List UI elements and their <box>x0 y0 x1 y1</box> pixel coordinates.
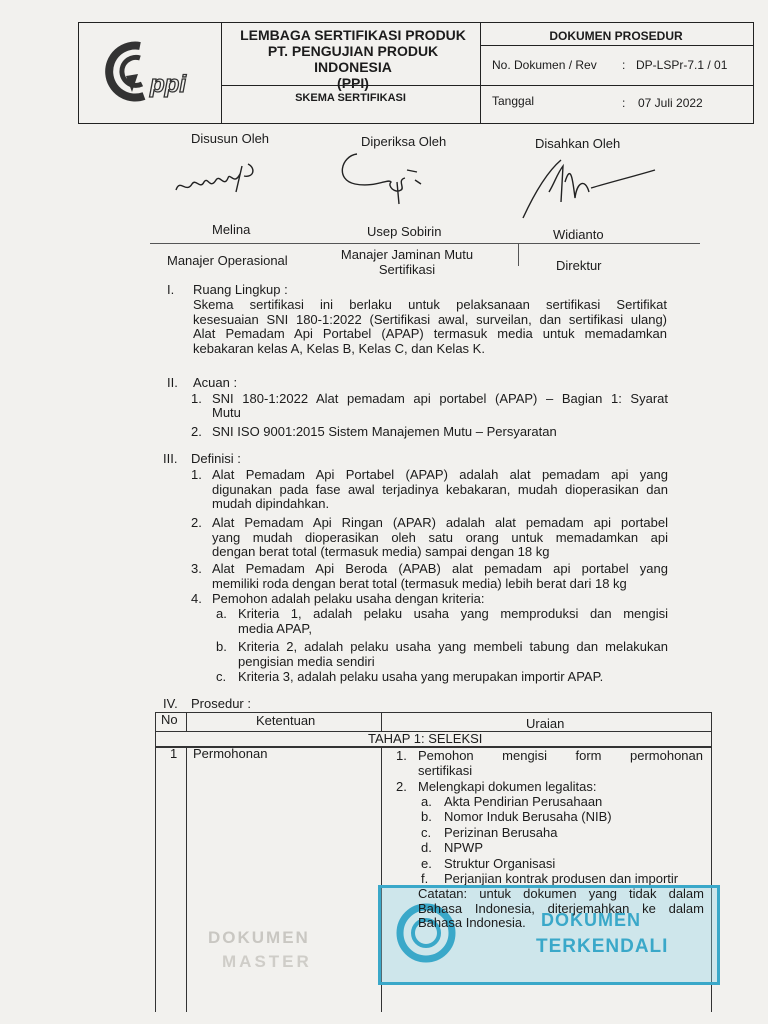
criteria-b-text <box>238 640 668 669</box>
prepared-by-position: Manajer Operasional <box>167 253 288 268</box>
def-1-text <box>212 468 668 512</box>
doc-no-label: No. Dokumen / Rev <box>492 58 597 72</box>
table-row-no: 1 <box>170 746 178 761</box>
criteria-b-line-1: Kriteria 2, adalah pelaku usaha yang membeli tabung dan melakukan <box>238 639 668 654</box>
section-1-title: Ruang Lingkup : <box>193 282 288 297</box>
doc-e-text: Struktur Organisasi <box>444 856 556 871</box>
def-2-text <box>212 516 668 560</box>
table-header-uraian: Uraian <box>526 716 565 731</box>
criteria-c-line-1: Kriteria 3, adalah pelaku usaha yang merupakan importir APAP. <box>238 669 604 684</box>
checked-by-position <box>333 247 481 277</box>
doc-a-text: Akta Pendirian Perusahaan <box>444 794 603 809</box>
criteria-c-letter: c. <box>216 669 227 684</box>
signature-widianto <box>515 152 665 227</box>
criteria-b-line-2: pengisian media sendiri <box>238 653 375 669</box>
step-1-line-1: Pemohon mengisi form permohonan <box>418 748 703 763</box>
def-3-line-1: Alat Pemadam Api Beroda (APAB) alat pemadam api portabel yang <box>212 561 668 576</box>
approved-by-position: Direktur <box>556 258 602 273</box>
criteria-a-line-2: media APAP, <box>238 620 312 636</box>
section-2-title: Acuan : <box>193 375 238 390</box>
prepared-by-label: Disusun Oleh <box>191 131 270 146</box>
logo-text: ppi <box>150 71 186 98</box>
signature-col-divider <box>518 244 519 266</box>
table-left-border <box>155 712 156 1012</box>
date-value: 07 Juli 2022 <box>638 96 703 110</box>
table-note <box>418 887 704 931</box>
doc-f-letter: f. <box>421 871 429 886</box>
ref-1-line-1: SNI 180-1:2022 Alat pemadam api portabel (APAP) – Bagian 1: Syarat <box>212 391 668 406</box>
note-line-1: Catatan: untuk dokumen yang tidak dalam <box>418 886 704 901</box>
section-1-line-4: kebakaran kelas A, Kelas B, Kelas C, dan Kelas K. <box>193 340 485 356</box>
ref-1-number: 1. <box>191 391 202 406</box>
signature-usep <box>335 150 445 210</box>
org-line-3: (PPI) <box>337 75 369 91</box>
section-1-line-2: kesesuaian SNI 180-1:2022 (Sertifikasi awal, surveilan, dan sertifikasi ulang) <box>193 311 667 327</box>
def-2-line-3: dengan berat total (termasuk media) sampai dengan 18 kg <box>212 544 550 559</box>
def-3-text <box>212 562 668 591</box>
section-3-number: III. <box>163 451 178 466</box>
note-line-2: Bahasa Indonesia, diterjemahkan ke dalam <box>418 900 704 916</box>
table-row-ketentuan: Permohonan <box>193 746 268 761</box>
ref-2-line-1: SNI ISO 9001:2015 Sistem Manajemen Mutu – Persyaratan <box>212 424 557 439</box>
ref-2-number: 2. <box>191 424 202 439</box>
def-2-line-2: yang mudah dioperasikan oleh satu orang untuk memadamkan api <box>212 529 668 545</box>
org-line-1: LEMBAGA SERTIFIKASI PRODUK <box>240 27 466 43</box>
def-1-number: 1. <box>191 467 202 482</box>
doc-e-letter: e. <box>421 856 432 871</box>
checked-by-name: Usep Sobirin <box>367 224 442 239</box>
scheme-title: SKEMA SERTIFIKASI <box>295 92 406 104</box>
section-1-line-1: Skema sertifikasi ini berlaku untuk pelaksanaan sertifikasi Sertifikat <box>193 297 667 312</box>
doc-f-text: Perjanjian kontrak produsen dan importir <box>444 871 679 886</box>
step-2-line-1: Melengkapi dokumen legalitas: <box>418 779 597 794</box>
def-2-line-1: Alat Pemadam Api Ringan (APAR) adalah alat pemadam api portabel <box>212 515 668 530</box>
ppi-logo <box>92 30 222 116</box>
stamp-line-1: DOKUMEN <box>541 910 641 930</box>
doc-no-value: DP-LSPr-7.1 / 01 <box>636 58 728 72</box>
criteria-a-letter: a. <box>216 606 227 621</box>
approved-by-label: Disahkan Oleh <box>535 136 621 151</box>
org-name <box>228 27 478 91</box>
prepared-by-name: Melina <box>212 222 251 237</box>
doc-b-letter: b. <box>421 809 432 824</box>
table-header-no: No <box>161 712 178 727</box>
org-line-2: PT. PENGUJIAN PRODUK INDONESIA <box>267 43 439 75</box>
def-2-number: 2. <box>191 515 202 530</box>
doc-c-letter: c. <box>421 825 432 840</box>
approved-by-name: Widianto <box>553 227 604 242</box>
doc-type: DOKUMEN PROSEDUR <box>549 29 683 43</box>
table-stage-title: TAHAP 1: SELEKSI <box>368 731 483 746</box>
step-2-number: 2. <box>396 779 407 794</box>
signature-divider <box>150 243 700 244</box>
section-4-number: IV. <box>163 696 178 711</box>
criteria-a-text <box>238 607 668 636</box>
criteria-a-line-1: Kriteria 1, adalah pelaku usaha yang memproduksi dan mengisi <box>238 606 668 621</box>
doc-d-letter: d. <box>421 840 432 855</box>
doc-a-letter: a. <box>421 794 432 809</box>
faded-stamp-line-1: DOKUMEN <box>208 928 310 947</box>
def-1-line-2: digunakan pada fase awal terjadinya kebakaran, mudah dioperasikan dan <box>212 481 668 497</box>
signature-melina <box>170 160 270 205</box>
doc-d-text: NPWP <box>444 840 483 855</box>
def-4-number: 4. <box>191 591 202 606</box>
note-line-3: Bahasa Indonesia. <box>418 915 526 930</box>
section-1-number: I. <box>167 282 175 297</box>
doc-b-text: Nomor Induk Berusaha (NIB) <box>444 809 612 824</box>
section-4-title: Prosedur : <box>191 696 251 711</box>
section-1-body <box>193 298 667 356</box>
def-3-number: 3. <box>191 561 202 576</box>
stamp-line-2: TERKENDALI <box>536 936 669 957</box>
criteria-b-letter: b. <box>216 639 227 654</box>
table-top-border <box>155 712 711 713</box>
checked-by-position-line-1: Manajer Jaminan Mutu <box>340 247 474 262</box>
def-1-line-1: Alat Pemadam Api Portabel (APAP) adalah alat pemadam api yang <box>212 467 668 482</box>
checked-by-label: Diperiksa Oleh <box>361 134 447 149</box>
checked-by-position-line-2: Sertifikasi <box>378 262 436 277</box>
doc-no-sep: : <box>622 58 626 72</box>
def-3-line-2: memiliki roda dengan berat total (termasuk media) lebih berat dari 18 kg <box>212 575 627 591</box>
def-1-line-3: mudah dipindahkan. <box>212 496 330 511</box>
section-3-title: Definisi : <box>191 451 241 466</box>
date-sep: : <box>622 96 626 110</box>
def-4-line-1: Pemohon adalah pelaku usaha dengan kriteria: <box>212 591 485 606</box>
table-header-ketentuan: Ketentuan <box>256 713 316 728</box>
step-1-number: 1. <box>396 748 407 763</box>
section-2-number: II. <box>167 375 178 390</box>
date-label: Tanggal <box>492 94 535 108</box>
doc-c-text: Perizinan Berusaha <box>444 825 558 840</box>
ref-1-line-2: Mutu <box>212 405 241 420</box>
faded-stamp-line-2: MASTER <box>222 952 312 971</box>
section-1-line-3: Alat Pemadam Api Portabel (APAP) termasuk media untuk memadamkan <box>193 326 667 341</box>
step-1-line-2: sertifikasi <box>418 763 473 778</box>
